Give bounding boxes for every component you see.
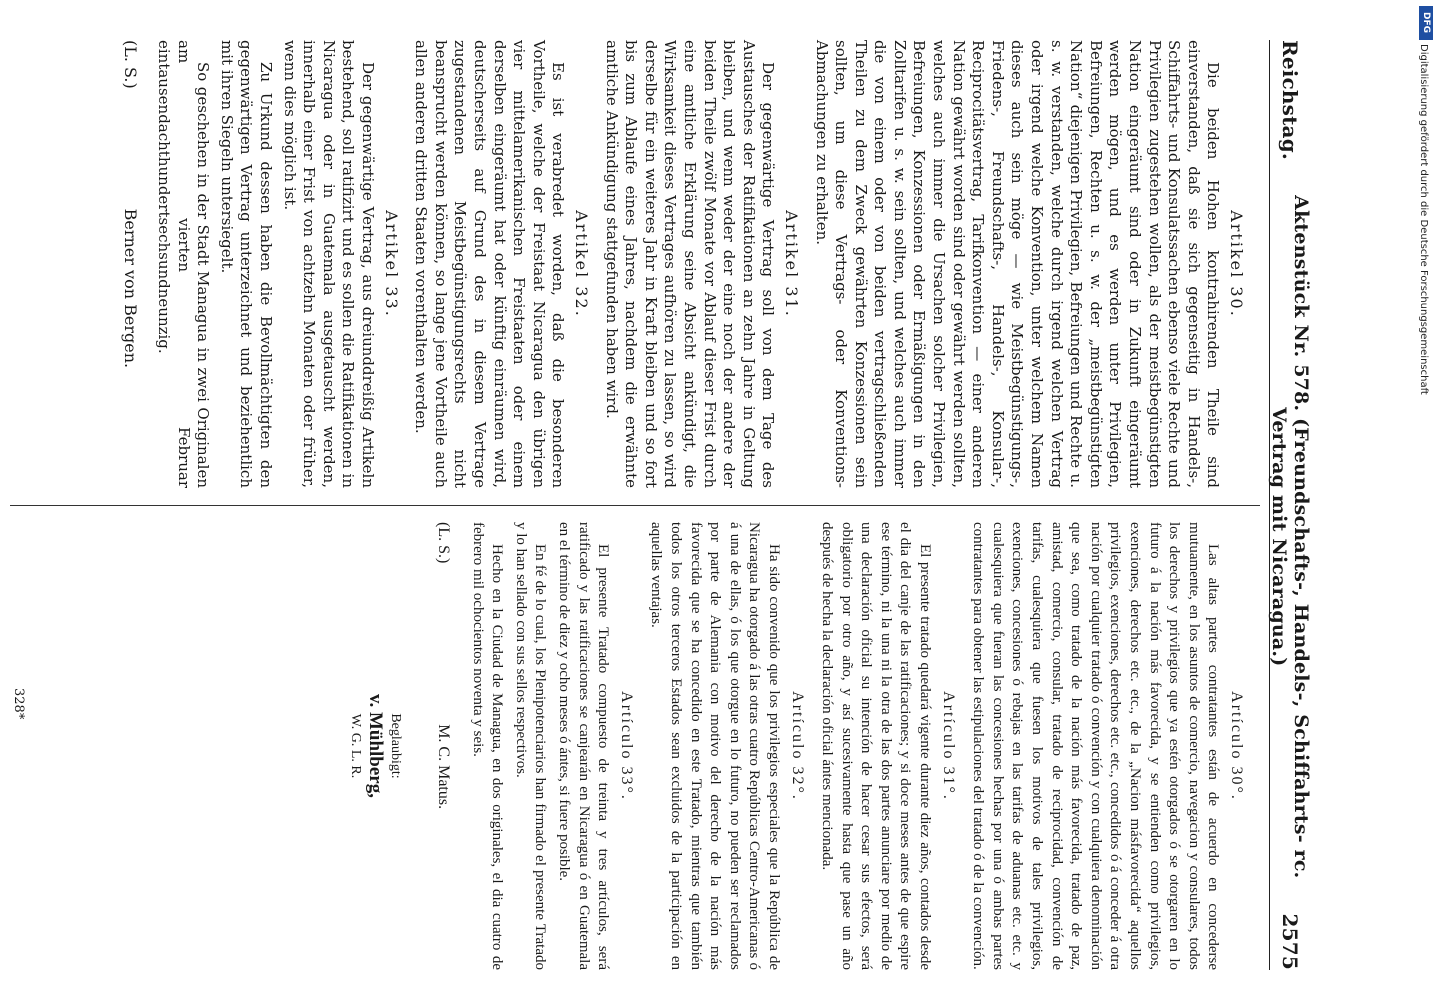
closing-paragraph: Hecho en la Ciudad de Managua, en dos originales, el dia cuatro de febrero mil ochocientos noventa y seis. — [469, 522, 506, 970]
header-title: Aktenstück Nr. 578. (Freundschafts-, Handels-, Schiffahrts- rc. Vertrag mit Nicaragua.) — [1268, 195, 1312, 879]
article-heading: Artikel 31. — [781, 210, 801, 318]
article-heading: Artículo 30°. — [1228, 691, 1245, 801]
article-heading: Artículo 33°. — [617, 691, 635, 801]
dfg-logo: DFG — [1419, 6, 1433, 40]
article-heading: Artikel 32. — [572, 210, 591, 318]
article-text: El presente Tratado compuesto de treinta y tres artículos, será ratificado y las ratificaciones se canjearán en Nicaragua ó en Guatemala en el término de diez y ocho meses ó ántes, si fuere posible. — [556, 522, 612, 970]
spanish-column — [345, 522, 1256, 970]
article-text: Las altas partes contratantes están de acuerdo en concederse mutuamente, en los asuntos de comercio, navegacion y consulares, todos los derechos y privilegios que ya estén otorgados ó se otorgaren en lo futuro á la nación más favorecida, y se entienden como privilegios, exenciones, derechos etc. etc., de la „Nacion másfavorecida“ aquellos privilegios, exenciones, derechos etc. etc., concedidos ó á conceder á otra nación por cualquier tratado ó convención y con cualquiera denominación que sea, como tratado de la nación más favorecida, tratado de paz, amistad, comercio, consular, tratado de reciprocidad, convención de tarifas, cualesquiera que fuesen los motivos de tales privilegios, exenciones, concesiones ó rebajas en las tarifas de aduanas etc. etc. y cualesquiera que fueran las concesiones hechas por una ó ambas partes contratantes para obtener las estipulaciones del tratado ó de la convención. — [970, 522, 1222, 970]
signature-block — [433, 522, 453, 970]
page-header — [1269, 40, 1310, 970]
signatory-name: Berner von Bergen. — [120, 208, 140, 369]
credit-strip — [1418, 6, 1434, 994]
article-text: Die beiden Hohen kontrahirenden Theile sind einverstanden, daß sie sich gegenseitig in Handels-, Schiffahrts- und Konsulatssachen ebenso viele Rechte und Privilegien zugestehen wollen, als der meistbegünstigten Nation eingeräumt sind oder in Zukunft eingeräumt werden mögen, und es werden unter Privilegien, Befreiungen, Rechten u. s. w. der „meistbegünstigten Nation“ diejenigen Privilegien, Befreiungen und Rechte u. s. w. verstanden, welche durch irgend welchen Vertrag oder irgend welche Konvention, unter welchem Namen dieses auch sein möge — wie Meistbegünstigungs-, Friedens-, Freundschafts-, Handels-, Konsular-, Reciprocitätsvertrag, Tarifkonvention — einer anderen Nation gewährt worden sind oder gewährt werden sollten, welches auch immer die Ursachen solcher Privilegien, Befreiungen, Konzessionen oder Ermäßigungen in den Zolltarifen u. s. w. sein sollten, und welches auch immer die von einem oder von beiden vertragschließenden Theilen zu dem Zweck gewährten Konzessionen sein sollten, um diese Vertrags- oder Konventions-Abmachungen zu erhalten. — [812, 40, 1223, 488]
closing-paragraph: En fé de lo cual, los Plenipotenciarios han firmado el presente Tratado y lo han sellado con sus sellos respectivos. — [512, 522, 549, 970]
signature-block — [120, 40, 140, 488]
closing-paragraph: So geschehen in der Stadt Managua in zwei Originalen am vierten Februar eintausendachthundertsechsundneunzig. — [155, 40, 213, 488]
attestation-label: Beglaubigt: — [388, 713, 404, 779]
credit-text: Digitalisierung gefördert durch die Deutsche Forschungsgemeinschaft — [1418, 44, 1429, 395]
document-page — [0, 40, 1310, 970]
attestation-title: W. G. L. R. — [348, 713, 364, 779]
article-heading: Artikel 33. — [381, 210, 401, 318]
header-page-number: 2575 — [1278, 913, 1302, 970]
signatory-name: M. C. Matus. — [435, 724, 453, 810]
article-text: Es ist verabredet worden, daß die besonderen Vortheile, welche der Freistaat Nicaragua den übrigen vier mittelamerikanischen Freistaaten oder einem derselben eingeräumt hat oder künftig einräumen wird, deutscherseits auf Grund des in diesem Vertrage zugestandenen Meistbegünstigungsrechts nicht beansprucht werden können, so lange jene Vortheile auch allen anderen dritten Staaten vorenthalten werden. — [412, 40, 568, 488]
article-text: Der gegenwärtige Vertrag soll von dem Tage des Austausches der Ratifikationen an zehn Jahre in Geltung bleiben, und wenn weder der eine noch der andere der beiden Theile zwölf Monate vor Ablauf dieser Frist durch eine amtliche Erklärung seine Absicht ankündigt, die Wirksamkeit dieses Vertrages aufhören zu lassen, so wird derselbe für ein weiteres Jahr in Kraft bleiben und so fort bis zum Ablaufe eines Jahres, nachdem die erwähnte amtliche Ankündigung stattgefunden haben wird. — [602, 40, 778, 488]
german-column — [120, 40, 1256, 488]
article-text: Der gegenwärtige Vertrag, aus dreiunddreißig Artikeln bestehend, soll ratifizirt und es sollen die Ratifikationen in Nicaragua oder in Guatemala ausgetauscht werden, innerhalb einer Frist von achtzehn Monaten oder früher, wenn dies möglich ist. — [280, 40, 378, 488]
column-divider — [10, 505, 1260, 506]
page-mark: 328* — [11, 688, 26, 720]
article-heading: Artículo 32°. — [788, 691, 806, 801]
header-left: Reichstag. — [1278, 40, 1302, 161]
seal-mark: (L. S.) — [120, 40, 140, 89]
article-text: Ha sido convenido que los privilegios especiales que la República de Nicaragua ha otorgado á las otras cuatro Repúblicas Centro-Americanas ó á una de ellas, ó los que otorgue en lo futuro, no pueden ser reclamados por parte de Alemania con motivo del derecho de la nación más favorecida que se ha concedido en este Tratado, mientras que también todos los otros terceros Estados sean excluidos de la participación en aquellas ventajas. — [648, 522, 782, 970]
article-heading: Artículo 31°. — [939, 691, 957, 801]
attestation-signer: v. Mühlberg, — [365, 694, 387, 798]
article-heading: Artikel 30. — [1227, 210, 1246, 318]
seal-mark: (L. S.) — [435, 522, 453, 564]
attestation — [345, 522, 405, 970]
article-text: El presente tratado quedará vigente durante diez años, contados desde el dia del canje de las ratificaciones; y si doce meses antes de que espire ese término, ni la una ni la otra de las dos partes anunciare por medio de una declaración oficial su intención de hacer cesar sus efectos, será obligatorio por otro año, y así sucesivamente hasta que pase un año después de hecha la declaración oficial ántes mencionada. — [819, 522, 934, 970]
closing-paragraph: Zu Urkund dessen haben die Bevollmächtigten den gegenwärtigen Vertrag unterzeichnet und beziehentlich mit ihren Siegeln untersiegelt. — [217, 40, 276, 488]
